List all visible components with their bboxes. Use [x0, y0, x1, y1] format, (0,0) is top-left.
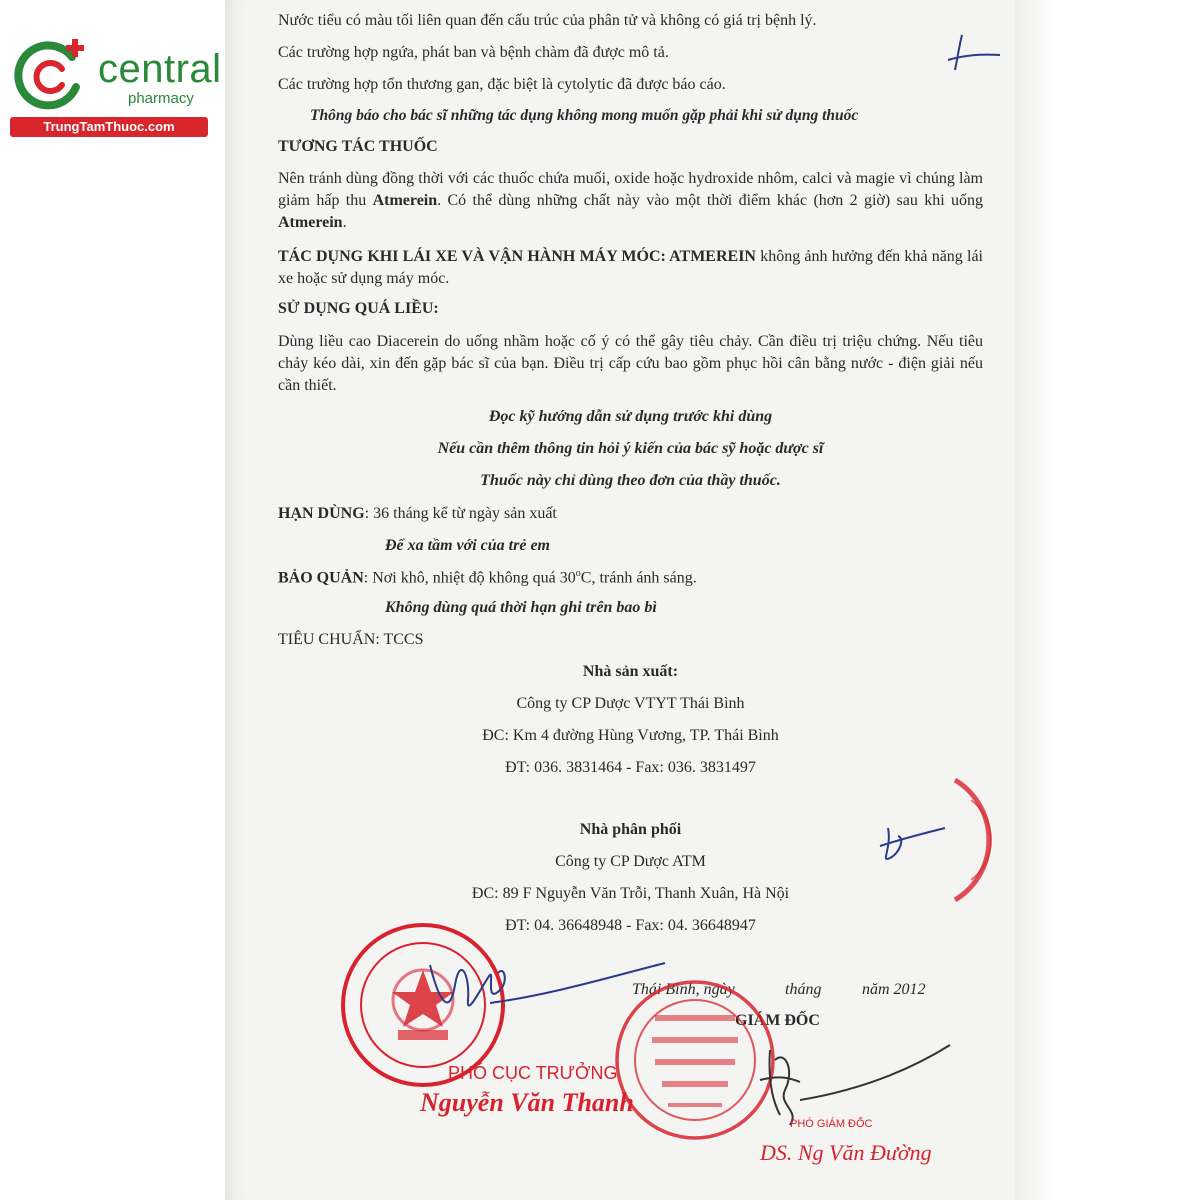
manufacturer-title: Nhà sản xuất:: [582, 663, 679, 680]
notice-line: Thông báo cho bác sĩ những tác dụng không mong muốn gặp phải khi sử dụng thuốc: [310, 107, 859, 124]
text-line: Nước tiểu có màu tối liên quan đến cấu trúc của phân tử và không có giá trị bệnh lý.: [278, 12, 817, 29]
logo-mark-icon: [10, 35, 90, 115]
central-pharmacy-logo[interactable]: [10, 35, 222, 140]
manufacturer-address: ĐC: Km 4 đường Hùng Vương, TP. Thái Bình: [482, 727, 779, 744]
overdose-paragraph: Dùng liều cao Diacerein do uống nhầm hoặc cố ý có thể gây tiêu chảy. Cần điều trị triệu chứng. Nếu tiêu chảy kéo dài, xin đến gặp bác sĩ của bạn. Điều trị cấp cứu bao gồm phục hồi cân bằng nước - điện giải nếu cần thiết.: [278, 333, 983, 394]
standard-line: TIÊU CHUẨN: TCCS: [278, 631, 424, 648]
warning-line: Không dùng quá thời hạn ghi trên bao bì: [385, 599, 657, 616]
initial-mark-icon: [870, 818, 950, 868]
left-stamp-title: PHÓ CỤC TRƯỞNG: [448, 1063, 618, 1083]
distributor-title: Nhà phân phối: [579, 821, 682, 838]
brand-sub: pharmacy: [128, 90, 194, 107]
warning-line: Để xa tầm với của trẻ em: [385, 537, 550, 554]
brand-url[interactable]: TrungTamThuoc.com: [10, 117, 208, 137]
page-edge: [1015, 0, 1055, 1200]
date-month: tháng: [785, 981, 822, 998]
heading-driving: TÁC DỤNG KHI LÁI XE VÀ VẬN HÀNH MÁY MÓC: ATMEREIN: [278, 248, 756, 265]
distributor-phone: ĐT: 04. 36648948 - Fax: 04. 36648947: [505, 917, 756, 934]
brand-name: central: [98, 47, 222, 91]
driving-paragraph: TÁC DỤNG KHI LÁI XE VÀ VẬN HÀNH MÁY MÓC: ATMEREIN không ảnh hưởng đến khả năng lái xe hoặc sử dụng máy móc.: [278, 248, 983, 287]
date-year: năm 2012: [862, 981, 926, 998]
manufacturer-name: Công ty CP Dược VTYT Thái Bình: [516, 695, 745, 712]
manufacturer-phone: ĐT: 036. 3831464 - Fax: 036. 3831497: [505, 759, 756, 776]
place-date: Thái Bình, ngày: [632, 981, 735, 998]
initial-mark-icon: [940, 30, 1010, 80]
warning-line: Nếu cần thêm thông tin hỏi ý kiến của bác sỹ hoặc dược sĩ: [437, 440, 824, 457]
right-stamp-sub: PHÓ GIÁM ĐỐC: [790, 1118, 873, 1130]
right-stamp-name: DS. Ng Văn Đường: [760, 1140, 932, 1165]
expiry-line: HẠN DÙNG: 36 tháng kể từ ngày sản xuất: [278, 505, 557, 522]
warning-line: Thuốc này chỉ dùng theo đơn của thầy thuốc.: [480, 472, 781, 489]
heading-interaction: TƯƠNG TÁC THUỐC: [278, 138, 438, 155]
warning-line: Đọc kỹ hướng dẫn sử dụng trước khi dùng: [488, 408, 773, 425]
storage-line: BẢO QUẢN: Nơi khô, nhiệt độ không quá 30$^o$C, tránh ánh sáng.: [278, 568, 697, 587]
text-line: Các trường hợp tổn thương gan, đặc biệt là cytolytic đã được báo cáo.: [278, 76, 726, 93]
interaction-paragraph: Nên tránh dùng đồng thời với các thuốc chứa muối, oxide hoặc hydroxide nhôm, calci và magie vì chúng làm giảm hấp thu Atmerein. Có thể dùng những chất này vào một thời điểm khác (hơn 2 giờ) sau khi uống Atmerein.: [278, 170, 983, 231]
distributor-address: ĐC: 89 F Nguyễn Văn Trỗi, Thanh Xuân, Hà Nội: [471, 885, 790, 902]
text-line: Các trường hợp ngứa, phát ban và bệnh chàm đã được mô tả.: [278, 44, 669, 61]
heading-overdose: SỬ DỤNG QUÁ LIỀU:: [278, 300, 439, 317]
distributor-name: Công ty CP Dược ATM: [555, 853, 706, 870]
director-title: GIÁM ĐỐC: [735, 1012, 820, 1029]
left-stamp-name: Nguyễn Văn Thanh: [420, 1088, 634, 1117]
